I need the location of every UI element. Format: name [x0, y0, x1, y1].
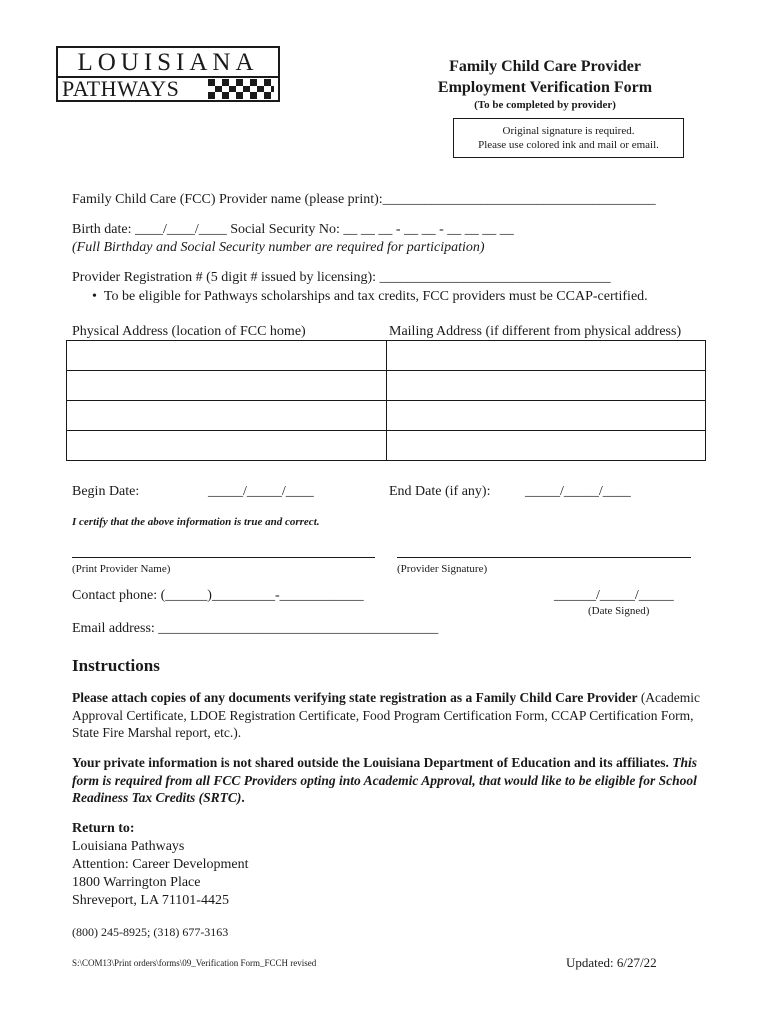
email-field[interactable]: Email address: ________________________________________ [72, 621, 439, 636]
footer-file-path: S:\COM13\Print orders\forms\09_Verification Form_FCCH revised [72, 958, 317, 968]
logo-top-text: LOUISIANA [77, 49, 259, 76]
logo-bottom-text: PATHWAYS [62, 76, 180, 101]
address-table [66, 340, 706, 461]
instructions-heading: Instructions [72, 656, 160, 675]
address-row [67, 431, 706, 461]
form-title-line1: Family Child Care Provider [449, 58, 641, 75]
certify-statement: I certify that the above information is true and correct. [72, 516, 320, 528]
print-name-label: (Print Provider Name) [72, 563, 171, 575]
instructions-paragraph-2 [72, 754, 712, 807]
return-line-2: Attention: Career Development [72, 857, 249, 872]
begin-date-label: Begin Date: [72, 484, 140, 499]
footer-updated-date: Updated: 6/27/22 [566, 955, 657, 970]
checkerboard-logo-icon [208, 79, 274, 99]
provider-name-field[interactable]: Family Child Care (FCC) Provider name (please print):_______________________________________ [72, 192, 656, 207]
return-line-1: Louisiana Pathways [72, 839, 185, 854]
signature-notice-line1: Original signature is required. [502, 125, 635, 137]
end-date-label: End Date (if any): [389, 484, 491, 499]
instructions-p2-end: . [241, 790, 245, 805]
ccap-bullet-item [92, 289, 648, 305]
mailing-address-cell[interactable] [387, 341, 706, 371]
return-line-3: 1800 Warrington Place [72, 875, 201, 890]
birth-ssn-field[interactable]: Birth date: ____/____/____ Social Security No: __ __ __ - __ __ - __ __ __ __ [72, 222, 514, 237]
end-date-field[interactable]: _____/_____/____ [525, 484, 631, 499]
signature-line[interactable] [397, 557, 691, 558]
mailing-address-cell[interactable] [387, 371, 706, 401]
mailing-address-cell[interactable] [387, 431, 706, 461]
address-row [67, 371, 706, 401]
return-line-4: Shreveport, LA 71101-4425 [72, 893, 229, 908]
instructions-paragraph-1 [72, 689, 712, 742]
physical-address-cell[interactable] [67, 401, 387, 431]
instructions-p2-bold: Your private information is not shared outside the Louisiana Department of Education and its affiliates. [72, 755, 669, 770]
physical-address-cell[interactable] [67, 371, 387, 401]
physical-address-label: Physical Address (location of FCC home) [72, 324, 306, 339]
address-row [67, 401, 706, 431]
instructions-p2-italic: This form is required from all FCC Providers opting into Academic Approval, that would like to be eligible for School Readiness Tax Credits (SRTC) [72, 755, 698, 805]
form-subtitle: (To be completed by provider) [474, 99, 616, 111]
physical-address-cell[interactable] [67, 431, 387, 461]
form-title-line2: Employment Verification Form [437, 79, 653, 96]
signature-label: (Provider Signature) [397, 563, 488, 575]
bullet-icon: • [92, 289, 97, 304]
return-to-label: Return to: [72, 821, 135, 836]
print-name-line[interactable] [72, 557, 375, 558]
birth-ssn-note: (Full Birthday and Social Security number are required for participation) [72, 240, 485, 255]
address-row [67, 341, 706, 371]
signature-notice-box [453, 118, 684, 158]
instructions-p1-rest: (Academic Approval Certificate, LDOE Registration Certificate, Food Program Certification Form, CCAP Certification Form, State Fire Marshal report, etc.). [72, 690, 701, 740]
date-signed-label: (Date Signed) [588, 605, 650, 617]
contact-phone-field[interactable]: Contact phone: (______)_________-____________ [72, 588, 364, 603]
provider-registration-field[interactable]: Provider Registration # (5 digit # issued by licensing): _________________________________ [72, 270, 611, 285]
signature-notice-line2: Please use colored ink and mail or email. [478, 139, 659, 151]
mailing-address-label: Mailing Address (if different from physical address) [389, 324, 682, 339]
louisiana-pathways-logo [56, 46, 280, 102]
mailing-address-cell[interactable] [387, 401, 706, 431]
begin-date-field[interactable]: _____/_____/____ [208, 484, 314, 499]
physical-address-cell[interactable] [67, 341, 387, 371]
date-signed-field[interactable]: ______/_____/_____ [554, 588, 674, 603]
ccap-bullet-text: To be eligible for Pathways scholarships and tax credits, FCC providers must be CCAP-certified. [103, 289, 648, 304]
instructions-p1-bold: Please attach copies of any documents verifying state registration as a Family Child Care Provider [72, 690, 638, 705]
return-phones: (800) 245-8925; (318) 677-3163 [72, 925, 229, 939]
